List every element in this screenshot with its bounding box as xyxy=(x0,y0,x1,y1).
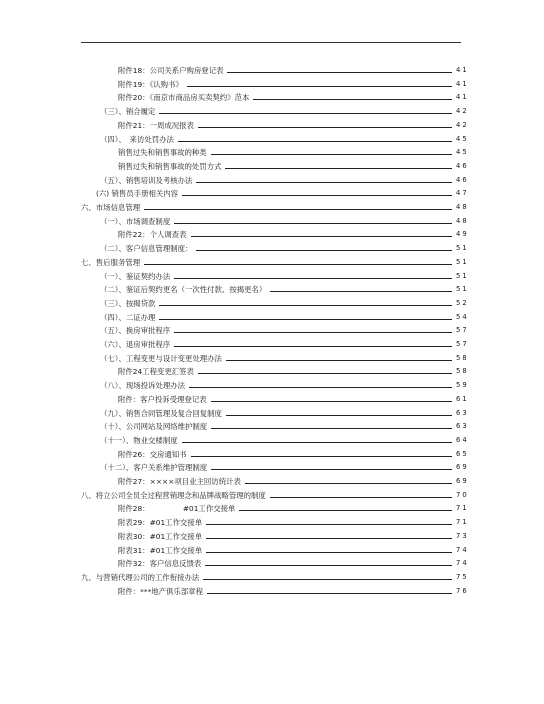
toc-entry[interactable] xyxy=(0,228,470,239)
toc-page-number: 63 xyxy=(456,408,469,417)
toc-entry-label: （四）、 来访处罚办法 xyxy=(100,134,174,144)
toc-entry[interactable] xyxy=(0,475,470,486)
toc-page-number: 61 xyxy=(456,394,469,403)
toc-entry[interactable] xyxy=(0,434,470,445)
toc-entry-label: 销售过失和销售事故的处罚方式 xyxy=(118,161,222,171)
toc-entry[interactable] xyxy=(0,311,470,322)
toc-leader-line xyxy=(239,510,452,511)
toc-leader-line xyxy=(211,469,452,470)
toc-page-number: 76 xyxy=(456,586,469,595)
toc-entry[interactable] xyxy=(0,160,470,171)
toc-leader-line xyxy=(253,99,452,100)
toc-page-number: 41 xyxy=(456,66,469,74)
toc-page-number: 75 xyxy=(456,572,469,581)
toc-leader-line xyxy=(187,86,452,87)
toc-entry[interactable] xyxy=(0,352,470,363)
toc-leader-line xyxy=(211,401,452,402)
toc-entry-label: （九）、销售合同管理及复合回复制度 xyxy=(100,408,222,418)
toc-entry-label: （五）、销售培训及考核办法 xyxy=(100,175,193,185)
toc-entry[interactable] xyxy=(0,544,470,555)
toc-entry-label: 附件32：客户信息反馈表 xyxy=(118,559,202,569)
toc-entry-label: 六、市场信息管理 xyxy=(81,203,141,212)
toc-leader-line xyxy=(207,593,452,594)
toc-entry[interactable] xyxy=(0,557,470,568)
toc-page-number: 58 xyxy=(456,353,469,362)
toc-entry-label: 附件：***地产俱乐部章程 xyxy=(118,586,203,596)
toc-page-number: 48 xyxy=(456,216,469,225)
toc-page-number: 71 xyxy=(456,504,469,513)
toc-entry[interactable] xyxy=(0,64,470,75)
toc-entry[interactable] xyxy=(0,256,470,267)
toc-leader-line xyxy=(205,565,452,566)
toc-entry[interactable] xyxy=(0,338,470,349)
toc-entry-label: 附件：客户投诉受理登记表 xyxy=(118,394,207,404)
toc-entry[interactable] xyxy=(0,146,470,157)
toc-leader-line xyxy=(211,428,452,429)
toc-page-number: 69 xyxy=(456,477,469,485)
toc-entry[interactable] xyxy=(0,324,470,335)
toc-entry-label: 附表31：#01工作交接单 xyxy=(118,545,203,555)
toc-page-number: 42 xyxy=(456,120,469,129)
toc-leader-line xyxy=(144,209,452,210)
toc-entry[interactable] xyxy=(0,105,470,116)
toc-entry-label: （十）、公司网站及网络维护制度 xyxy=(100,422,208,432)
toc-entry-label: 附件27：××××项目业主回访统计表 xyxy=(118,477,241,486)
toc-entry[interactable] xyxy=(0,407,470,418)
toc-entry[interactable] xyxy=(0,461,470,472)
toc-entry[interactable] xyxy=(0,133,470,144)
toc-entry-label: （二）、客户信息管理制度： xyxy=(100,244,193,254)
toc-entry-label: （四）、二证办理 xyxy=(100,312,156,322)
toc-leader-line xyxy=(206,524,452,525)
toc-leader-line xyxy=(174,346,452,347)
toc-page-number: 58 xyxy=(456,367,469,376)
toc-page-number: 51 xyxy=(456,244,469,253)
toc-leader-line xyxy=(159,113,452,114)
toc-entry-label: 九、与营销代理公司的工作衔接办法 xyxy=(81,572,200,582)
header-rule xyxy=(81,42,461,43)
toc-leader-line xyxy=(198,127,452,128)
toc-entry[interactable] xyxy=(0,393,470,404)
toc-entry-label: （三）、按揭贷款 xyxy=(100,298,156,308)
toc-entry[interactable] xyxy=(0,365,470,376)
toc-page-number: 57 xyxy=(456,326,469,335)
toc-entry-label: 附件21：一周成况报表 xyxy=(118,120,194,130)
toc-entry[interactable] xyxy=(0,420,470,431)
toc-entry-label: 附件19：《认购书》 xyxy=(118,79,183,89)
toc-leader-line xyxy=(182,442,452,443)
toc-page-number: 51 xyxy=(456,257,469,266)
toc-entry-label: （八）、现场投诉处理办法 xyxy=(100,381,185,391)
toc-entry[interactable] xyxy=(0,242,470,253)
toc-leader-line xyxy=(196,250,452,251)
toc-leader-line xyxy=(226,415,452,416)
toc-entry[interactable] xyxy=(0,297,470,308)
toc-leader-line xyxy=(196,182,452,183)
toc-leader-line xyxy=(226,360,452,361)
toc-page-number: 65 xyxy=(456,449,469,458)
toc-page-number: 59 xyxy=(456,381,469,390)
toc-page-number: 70 xyxy=(456,490,469,499)
toc-entry[interactable] xyxy=(0,571,470,582)
toc-leader-line xyxy=(144,264,452,265)
toc-entry-label: 八、将立公司全员全过程营销理念和品牌战略管理的制度 xyxy=(81,490,266,500)
toc-page-number: 45 xyxy=(456,134,469,143)
toc-entry-label: （十一）、物业交楼制度 xyxy=(100,435,178,445)
toc-entry[interactable] xyxy=(0,283,470,294)
toc-page-number: 42 xyxy=(456,107,469,116)
toc-leader-line xyxy=(227,72,452,73)
toc-entry[interactable] xyxy=(0,585,470,596)
toc-entry[interactable] xyxy=(0,502,470,513)
toc-leader-line xyxy=(203,579,452,580)
toc-entry-label: （五）、换房审批程序 xyxy=(100,326,171,336)
toc-entry-label: （三）、销合履定 xyxy=(100,107,156,117)
toc-page-number: 47 xyxy=(456,189,469,198)
toc-leader-line xyxy=(270,291,452,292)
toc-leader-line xyxy=(159,319,452,320)
toc-leader-line xyxy=(174,332,452,333)
toc-leader-line xyxy=(198,373,452,374)
toc-page-number: 51 xyxy=(456,285,469,294)
toc-leader-line xyxy=(191,236,452,237)
toc-leader-line xyxy=(174,278,452,279)
toc-page-number: 54 xyxy=(456,312,469,321)
toc-leader-line xyxy=(182,195,452,196)
toc-page-number: 41 xyxy=(456,79,469,88)
toc-entry-label: （十二）、客户关系维护管理制度 xyxy=(100,463,208,473)
toc-entry-label: 附表30：#01工作交接单 xyxy=(118,531,203,541)
toc-page-number: 57 xyxy=(456,340,469,348)
toc-entry[interactable] xyxy=(0,91,470,102)
toc-page-number: 46 xyxy=(456,175,469,184)
toc-leader-line xyxy=(225,168,452,169)
toc-entry-label: 七、售后服务管理 xyxy=(81,257,141,267)
toc-entry-label: 附表29：#01工作交接单 xyxy=(118,518,203,528)
toc-page-number: 51 xyxy=(456,271,469,280)
toc-entry-label: (六) 销售员手册相关内容 xyxy=(96,189,179,199)
toc-entry-label: 附件24工程变更汇签表 xyxy=(118,367,194,377)
toc-leader-line xyxy=(191,456,452,457)
toc-entry-label: 附件28： #01工作交接单 xyxy=(118,504,236,514)
toc-page-number: 71 xyxy=(456,518,469,527)
toc-page-number: 63 xyxy=(456,422,469,431)
toc-entry-label: （二）、鉴证后契约更名（一次性付款、按揭更名） xyxy=(100,285,267,295)
toc-entry[interactable] xyxy=(0,448,470,459)
toc-entry[interactable] xyxy=(0,78,470,89)
toc-entry-label: 附件18：公司关系户购房登记表 xyxy=(118,66,224,75)
toc-leader-line xyxy=(178,141,452,142)
toc-entry[interactable] xyxy=(0,379,470,390)
toc-leader-line xyxy=(159,305,452,306)
toc-page-number: 74 xyxy=(456,559,469,568)
toc-page-number: 41 xyxy=(456,93,469,102)
toc-page-number: 52 xyxy=(456,298,469,307)
toc-leader-line xyxy=(206,552,452,553)
toc-entry[interactable] xyxy=(0,215,470,226)
toc-page-number: 48 xyxy=(456,203,469,211)
toc-entry[interactable] xyxy=(0,187,470,198)
toc-entry[interactable] xyxy=(0,270,470,281)
toc-leader-line xyxy=(189,387,452,388)
toc-entry-label: 附件20：《南京市商品房买卖契约》范本 xyxy=(118,93,250,103)
toc-entry[interactable] xyxy=(0,530,470,541)
toc-leader-line xyxy=(270,497,452,498)
toc-entry-label: （六）、退房审批程序 xyxy=(100,340,171,349)
toc-leader-line xyxy=(174,223,452,224)
toc-leader-line xyxy=(206,538,452,539)
toc-entry-label: （一）、鉴证契约办法 xyxy=(100,271,171,281)
toc-page-number: 45 xyxy=(456,148,469,157)
toc-page-number: 69 xyxy=(456,463,469,472)
toc-entry[interactable] xyxy=(0,516,470,527)
toc-page-number: 64 xyxy=(456,435,469,444)
toc-entry-label: 附件26：交房通知书 xyxy=(118,449,187,459)
toc-page-number: 74 xyxy=(456,545,469,554)
toc-entry[interactable] xyxy=(0,489,470,500)
toc-entry-label: 附件22：个人调查表 xyxy=(118,230,187,240)
toc-leader-line xyxy=(211,154,452,155)
toc-entry[interactable] xyxy=(0,201,470,212)
toc-page-number: 49 xyxy=(456,230,469,239)
toc-entry-label: （一）、市场调查制度 xyxy=(100,216,171,226)
toc-page-number: 73 xyxy=(456,531,469,540)
toc-leader-line xyxy=(245,483,452,484)
toc-page-number: 46 xyxy=(456,161,469,170)
toc-entry-label: 销售过失和销售事故的种类 xyxy=(118,148,207,158)
toc-entry[interactable] xyxy=(0,174,470,185)
toc-entry[interactable] xyxy=(0,119,470,130)
toc-entry-label: （七）、工程变更与设计变更处理办法 xyxy=(100,353,222,363)
